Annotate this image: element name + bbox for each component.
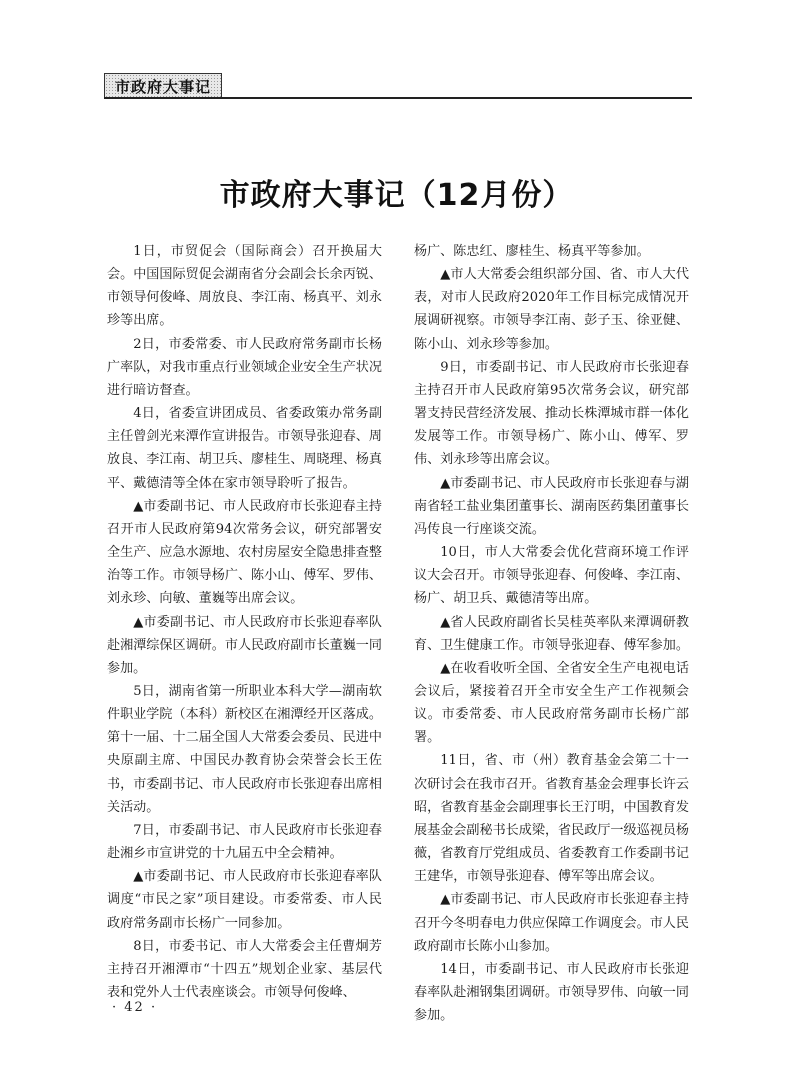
right-column (414, 240, 689, 1027)
section-tag (104, 73, 222, 99)
paragraph: ▲市人大常委会组织部分国、省、市人大代表，对市人民政府2020年工作目标完成情况开展调研视察。市领导李江南、彭子玉、徐亚健、陈小山、刘永珍等参加。 (414, 267, 689, 352)
paragraph: 7日，市委副书记、市人民政府市长张迎春赴湘乡市宣讲党的十九届五中全会精神。 (107, 822, 382, 862)
paragraph: ▲市委副书记、市人民政府市长张迎春主持召开市人民政府第94次常务会议，研究部署安全生产、应急水源地、农村房屋安全隐患排查整治等工作。市领导杨广、陈小山、傅军、罗伟、刘永珍、向敏、董巍等出席会议。 (107, 498, 382, 607)
paragraph: ▲市委副书记、市人民政府市长张迎春主持召开今冬明春电力供应保障工作调度会。市人民政府副市长陈小山参加。 (414, 892, 689, 954)
paragraph: 2日，市委常委、市人民政府常务副市长杨广率队，对我市重点行业领域企业安全生产状况进行暗访督查。 (107, 336, 382, 398)
paragraph: ▲省人民政府副省长吴桂英率队来潭调研教育、卫生健康工作。市领导张迎春、傅军参加。 (414, 614, 689, 653)
paragraph: 4日，省委宣讲团成员、省委政策办常务副主任曾剑光来潭作宣讲报告。市领导张迎春、周放良、李江南、胡卫兵、廖桂生、周晓理、杨真平、戴德清等全体在家市领导聆听了报告。 (107, 406, 382, 491)
section-tag-label: 市政府大事记 (115, 77, 212, 96)
paragraph: 9日，市委副书记、市人民政府市长张迎春主持召开市人民政府第95次常务会议，研究部署支持民营经济发展、推动长株潭城市群一体化发展等工作。市领导杨广、陈小山、傅军、罗伟、刘永珍等出席会议。 (414, 359, 689, 468)
paragraph: ▲市委副书记、市人民政府市长张迎春率队调度“市民之家”项目建设。市委常委、市人民政府常务副市长杨广一同参加。 (107, 869, 382, 931)
paragraph: 8日，市委书记、市人大常委会主任曹炯芳主持召开湘潭市“十四五”规划企业家、基层代表和党外人士代表座谈会。市领导何俊峰、 (107, 938, 382, 1000)
left-column (107, 240, 382, 1004)
paragraph: ▲市委副书记、市人民政府市长张迎春率队赴湘潭综保区调研。市人民政府副市长董巍一同参加。 (107, 614, 382, 676)
paragraph: ▲市委副书记、市人民政府市长张迎春与湖南省轻工盐业集团董事长、湖南医药集团董事长冯传良一行座谈交流。 (414, 475, 689, 537)
paragraph: 14日，市委副书记、市人民政府市长张迎春率队赴湘钢集团调研。市领导罗伟、向敏一同参加。 (414, 961, 689, 1024)
paragraph: 11日，省、市（州）教育基金会第二十一次研讨会在我市召开。省教育基金会理事长许云昭，省教育基金会副理事长王汀明，中国教育发展基金会副秘书长成梁，省民政厅一级巡视员杨薇，省教育厅党组成员、省委教育工作委副书记王建华，市领导张迎春、傅军等出席会议。 (414, 753, 689, 885)
page-number: · 42 · (112, 1000, 158, 1015)
header-rule (104, 97, 692, 99)
page-title: 市政府大事记（12月份） (219, 178, 574, 213)
paragraph: 1日，市贸促会（国际商会）召开换届大会。中国国际贸促会湖南省分会副会长余丙锐、市领导何俊峰、周放良、李江南、杨真平、刘永珍等出席。 (107, 244, 382, 329)
paragraph: 5日，湖南省第一所职业本科大学—湖南软件职业学院（本科）新校区在湘潭经开区落成。第十一届、十二届全国人大常委会委员、民进中央原副主席、中国民办教育协会荣誉会长王佐书，市委副书记、市人民政府市长张迎春出席相关活动。 (107, 683, 382, 815)
paragraph: 10日，市人大常委会优化营商环境工作评议大会召开。市领导张迎春、何俊峰、李江南、杨广、胡卫兵、戴德清等出席。 (414, 545, 689, 607)
paragraph-continuation: 杨广、陈忠红、廖桂生、杨真平等参加。 (414, 244, 650, 259)
paragraph: ▲在收看收听全国、全省安全生产电视电话会议后，紧接着召开全市安全生产工作视频会议。市委常委、市人民政府常务副市长杨广部署。 (414, 660, 689, 746)
